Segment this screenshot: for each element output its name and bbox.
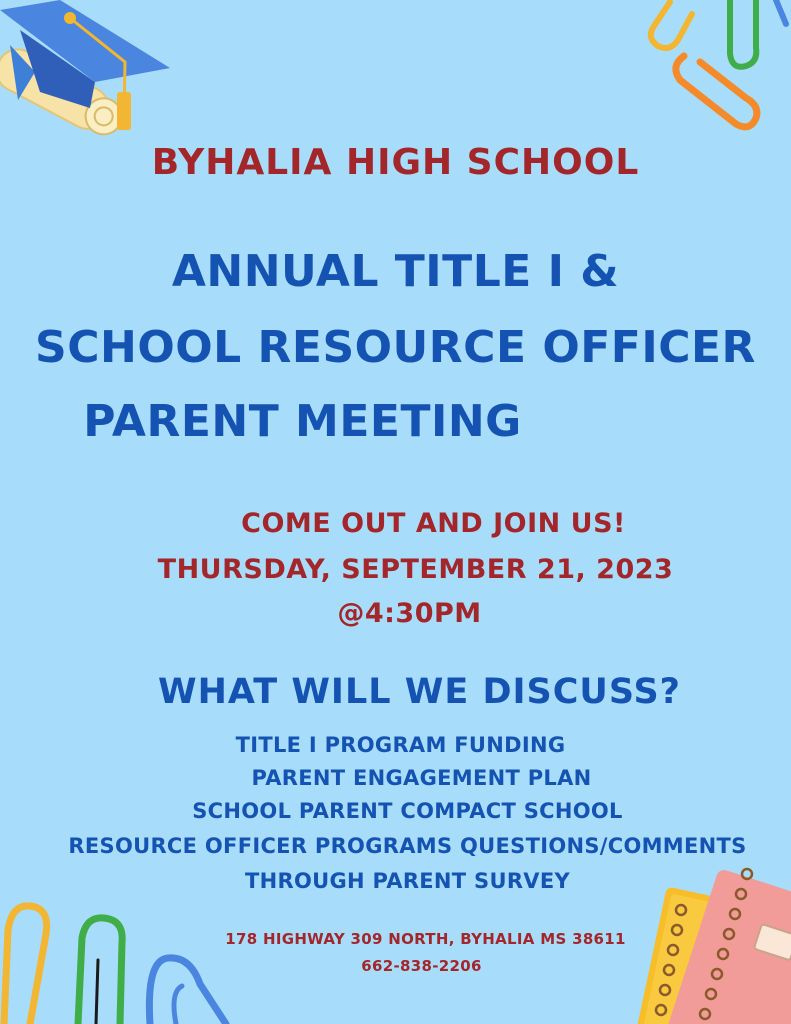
- meeting-date: THURSDAY, SEPTEMBER 21, 2023: [157, 554, 674, 585]
- graduation-cap-diploma-icon: [0, 0, 180, 150]
- invite-text: COME OUT AND JOIN US!: [241, 508, 626, 539]
- meeting-title-line-3: PARENT MEETING: [83, 396, 522, 447]
- discuss-item: THROUGH PARENT SURVEY: [245, 869, 570, 893]
- paperclips-icon: [0, 880, 260, 1024]
- meeting-time: @4:30PM: [337, 598, 482, 629]
- school-address: 178 HIGHWAY 309 NORTH, BYHALIA MS 38611: [225, 930, 626, 948]
- discuss-item: RESOURCE OFFICER PROGRAMS QUESTIONS/COMMENTS: [68, 834, 747, 858]
- paperclips-icon: [640, 0, 791, 140]
- school-phone: 662-838-2206: [361, 957, 482, 975]
- discuss-heading: WHAT WILL WE DISCUSS?: [158, 672, 681, 712]
- discuss-item: PARENT ENGAGEMENT PLAN: [251, 766, 592, 790]
- meeting-title-line-2: SCHOOL RESOURCE OFFICER: [35, 322, 756, 373]
- discuss-item: SCHOOL PARENT COMPACT SCHOOL: [192, 799, 623, 823]
- meeting-title-line-1: ANNUAL TITLE I &: [171, 246, 620, 297]
- school-name: BYHALIA HIGH SCHOOL: [151, 142, 640, 183]
- discuss-item: TITLE I PROGRAM FUNDING: [235, 733, 566, 757]
